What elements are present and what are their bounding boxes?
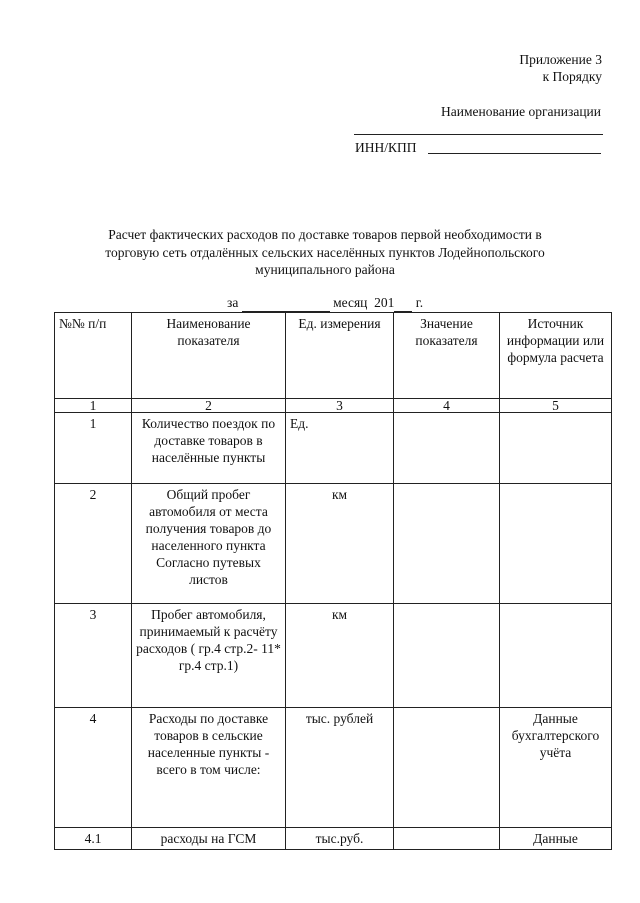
organization-label: Наименование организации bbox=[441, 104, 601, 119]
row-number: 4 bbox=[55, 708, 132, 828]
table-row bbox=[55, 484, 612, 604]
inn-kpp-label: ИНН/КПП bbox=[355, 140, 417, 155]
column-number: 2 bbox=[132, 399, 286, 413]
period-line bbox=[227, 295, 423, 312]
period-month-word: месяц bbox=[333, 295, 368, 310]
header-unit: Ед. измерения bbox=[286, 313, 394, 399]
row-source bbox=[500, 413, 612, 484]
header-indicator-name: Наименование показателя bbox=[132, 313, 286, 399]
row-indicator-name: расходы на ГСМ bbox=[132, 828, 286, 850]
row-value bbox=[394, 708, 500, 828]
year-blank bbox=[394, 295, 412, 312]
row-value bbox=[394, 604, 500, 708]
expenses-table bbox=[54, 312, 612, 850]
title-line-3: муниципального района bbox=[255, 262, 395, 277]
column-number-row bbox=[55, 399, 612, 413]
header-source: Источник информации или формула расчета bbox=[500, 313, 612, 399]
row-number: 1 bbox=[55, 413, 132, 484]
row-source: Данные bbox=[500, 828, 612, 850]
table-row bbox=[55, 604, 612, 708]
column-number: 3 bbox=[286, 399, 394, 413]
title-line-1: Расчет фактических расходов по доставке товаров первой необходимости в bbox=[108, 227, 542, 242]
period-year-prefix: 201 bbox=[374, 295, 395, 310]
column-number: 1 bbox=[55, 399, 132, 413]
row-indicator-name: Расходы по доставке товаров в сельские населенные пункты - всего в том числе: bbox=[132, 708, 286, 828]
document-title bbox=[40, 226, 610, 279]
column-number: 4 bbox=[394, 399, 500, 413]
row-unit: тыс. рублей bbox=[286, 708, 394, 828]
month-blank bbox=[242, 295, 330, 312]
title-line-2: торговую сеть отдалённых сельских населённых пунктов Лодейнопольского bbox=[105, 244, 545, 260]
row-source bbox=[500, 604, 612, 708]
row-indicator-name: Количество поездок по доставке товаров в населённые пункты bbox=[132, 413, 286, 484]
row-value bbox=[394, 413, 500, 484]
row-value bbox=[394, 828, 500, 850]
row-source: Данные бухгалтерского учёта bbox=[500, 708, 612, 828]
column-number: 5 bbox=[500, 399, 612, 413]
row-number: 4.1 bbox=[55, 828, 132, 850]
table-row bbox=[55, 708, 612, 828]
row-source bbox=[500, 484, 612, 604]
row-unit: км bbox=[286, 484, 394, 604]
row-indicator-name: Пробег автомобиля, принимаемый к расчёту расходов ( гр.4 стр.2- 11* гр.4 стр.1) bbox=[132, 604, 286, 708]
row-number: 2 bbox=[55, 484, 132, 604]
appendix-line-2: к Порядку bbox=[542, 69, 602, 84]
period-za: за bbox=[227, 295, 239, 310]
row-unit: тыс.руб. bbox=[286, 828, 394, 850]
row-unit: км bbox=[286, 604, 394, 708]
header-value: Значение показателя bbox=[394, 313, 500, 399]
row-indicator-name: Общий пробег автомобиля от места получения товаров до населенного пункта Согласно путевых листов bbox=[132, 484, 286, 604]
organization-underline bbox=[354, 134, 603, 135]
row-value bbox=[394, 484, 500, 604]
header-number: №№ п/п bbox=[55, 313, 132, 399]
table-row bbox=[55, 413, 612, 484]
inn-kpp-underline bbox=[428, 153, 601, 154]
table-header-row bbox=[55, 313, 612, 399]
table-row bbox=[55, 828, 612, 850]
appendix-line-1: Приложение 3 bbox=[519, 52, 602, 67]
row-unit: Ед. bbox=[286, 413, 394, 484]
period-year-suffix: г. bbox=[415, 295, 424, 310]
row-number: 3 bbox=[55, 604, 132, 708]
